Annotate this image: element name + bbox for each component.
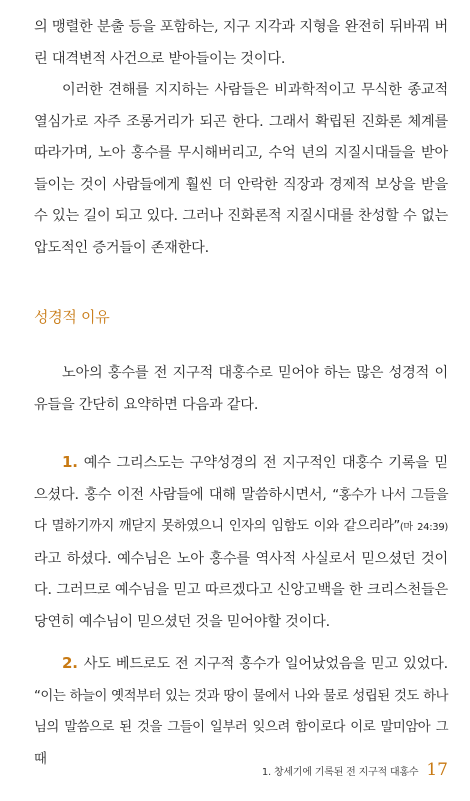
list-item-jesus (34, 447, 448, 638)
paragraph-continuation: 의 맹렬한 분출 등을 포함하는, 지구 지각과 지형을 완전히 뒤바꿔 버린 대격변적 사건으로 받아들이는 것이다. (34, 19, 448, 67)
bible-quote: “이는 하늘이 옛적부터 있는 것과 땅이 물에서 나와 물로 성립된 것도 하나님의 말씀으로 된 것을 그들이 일부러 잊으려 함이로다 이로 말미암아 그 때 (34, 688, 448, 767)
item-text: 사도 베드로도 전 지구적 홍수가 일어났었음을 믿고 있었다. (83, 656, 448, 672)
list-item-peter (34, 648, 448, 775)
item-number: 1. (62, 453, 78, 471)
item-text-continued: 라고 하셨다. 예수님은 노아 홍수를 역사적 사실로서 믿으셨던 것이다. 그러므로 예수님을 믿고 따르겠다고 신앙고백을 한 크리스천들은 당연히 예수님이 믿으셨던 것을 믿어야할 것이다. (34, 550, 448, 630)
section-intro: 노아의 홍수를 전 지구적 대홍수로 믿어야 하는 많은 성경적 이유들을 간단히 요약하면 다음과 같다. (34, 365, 448, 413)
running-footer-chapter: 1. 창세기에 기록된 전 지구적 대홍수 (261, 767, 419, 778)
section-heading: 성경적 이유 (34, 308, 110, 326)
paragraph-evolution-critique: 이러한 견해를 지지하는 사람들은 비과학적이고 무식한 종교적 열심가로 자주 조롱거리가 되곤 한다. 그래서 확립된 진화론 체계를 따라가며, 노아 홍수를 무시해버리고, 수억 년의 지질시대들을 받아들이는 것이 사람들에게 훨씬 더 안락한 직장과 경제적 보상을 받을 수 있는 길이 되고 있다. 그러나 진화론적 지질시대를 찬성할 수 없는 압도적인 증거들이 존재한다. (34, 82, 448, 256)
bible-reference: (마 24:39) (399, 522, 448, 533)
page-number: 17 (426, 760, 448, 780)
bible-quote: “홍수가 나서 그들을 다 멸하기까지 깨닫지 못하였으니 인자의 임함도 이와 같으리라” (34, 487, 449, 534)
item-number: 2. (62, 654, 78, 672)
page-footer (262, 760, 448, 780)
item-text: 예수 그리스도는 구약성경의 전 지구적인 대홍수 기록을 믿으셨다. 홍수 이전 사람들에 대해 말씀하시면서, (34, 455, 448, 503)
